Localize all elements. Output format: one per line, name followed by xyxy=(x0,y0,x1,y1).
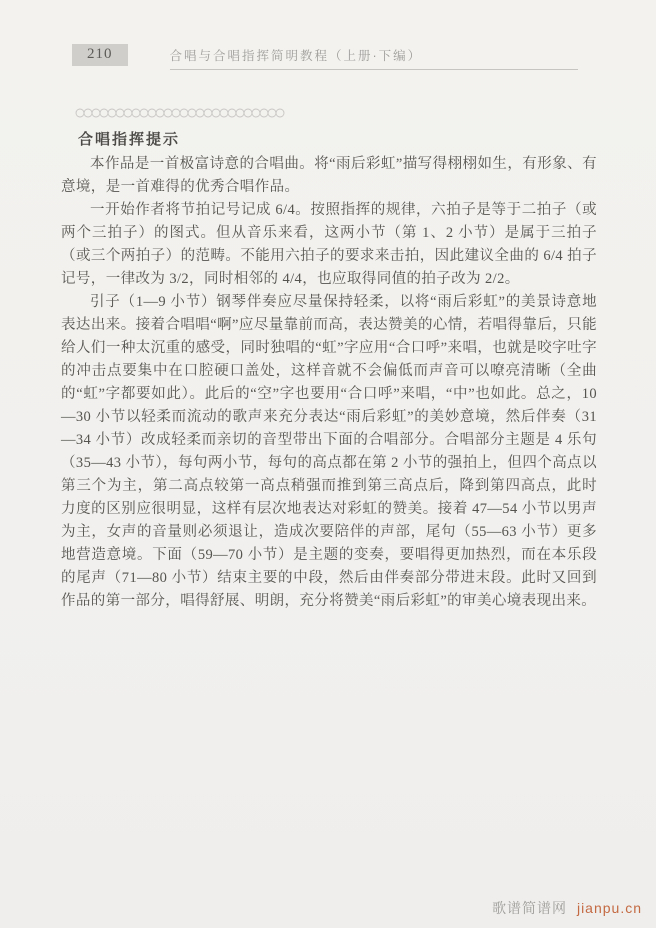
header-rule xyxy=(170,69,578,70)
body-text xyxy=(61,153,597,613)
paragraph-analysis: 引子（1—9 小节）钢琴伴奏应尽量保持轻柔，以将“雨后彩虹”的美景诗意地表达出来。接着合唱唱“啊”应尽量靠前而高，表达赞美的心情，若唱得靠后，只能给人们一种太沉重的感受，同时独唱的“虹”字应用“合口呼”来唱，也就是咬字吐字的冲击点要集中在口腔硬口盖处，这样音就不会偏低而声音可以嘹亮清晰（全曲的“虹”字都要如此）。此后的“空”字也要用“合口呼”来唱，“中”也如此。总之，10—30 小节以轻柔而流动的歌声来充分表达“雨后彩虹”的美妙意境，然后伴奏（31—34 小节）改成轻柔而亲切的音型带出下面的合唱部分。合唱部分主题是 4 乐句（35—43 小节），每句两小节，每句的高点都在第 2 小节的强拍上，但四个高点以第三个为主，第二高点较第一高点稍强而推到第三高点后，降到第四高点，此时力度的区别应很明显，这样有层次地表达对彩虹的赞美。接着 47—54 小节以男声为主，女声的音量则必须退让，造成次要陪伴的声部，尾句（55—63 小节）更多地营造意境。下面（59—70 小节）是主题的变奏，要唱得更加热烈，而在本乐段的尾声（71—80 小节）结束主要的中段，然后由伴奏部分带进末段。此时又回到作品的第一部分，唱得舒展、明朗，充分将赞美“雨后彩虹”的审美心境表现出来。 xyxy=(61,294,597,609)
watermark xyxy=(492,898,642,918)
paragraph-intro: 本作品是一首极富诗意的合唱曲。将“雨后彩虹”描写得栩栩如生，有形象、有意境，是一首难得的优秀合唱作品。 xyxy=(61,156,597,195)
watermark-site-url: jianpu.cn xyxy=(576,900,642,916)
page-header xyxy=(72,44,596,72)
decorative-squiggle xyxy=(74,104,288,120)
page-number: 210 xyxy=(72,44,128,66)
squiggle-chain-icon xyxy=(74,104,288,120)
watermark-site-name: 歌谱简谱网 xyxy=(492,900,568,916)
running-title: 合唱与合唱指挥简明教程（上册·下编） xyxy=(169,49,423,63)
section-heading: 合唱指挥提示 xyxy=(78,131,181,148)
paragraph-meter: 一开始作者将节拍记号记成 6/4。按照指挥的规律，六拍子是等于二拍子（或两个三拍子）的图式。但从音乐来看，这两小节（第 1、2 小节）是属于三拍子（或三个两拍子）的范畴。不能用六拍子的要求来击拍，因此建议全曲的 6/4 拍子记号，一律改为 3/2，同时相邻的 4/4，也应取得同值的拍子改为 2/2。 xyxy=(61,202,597,287)
